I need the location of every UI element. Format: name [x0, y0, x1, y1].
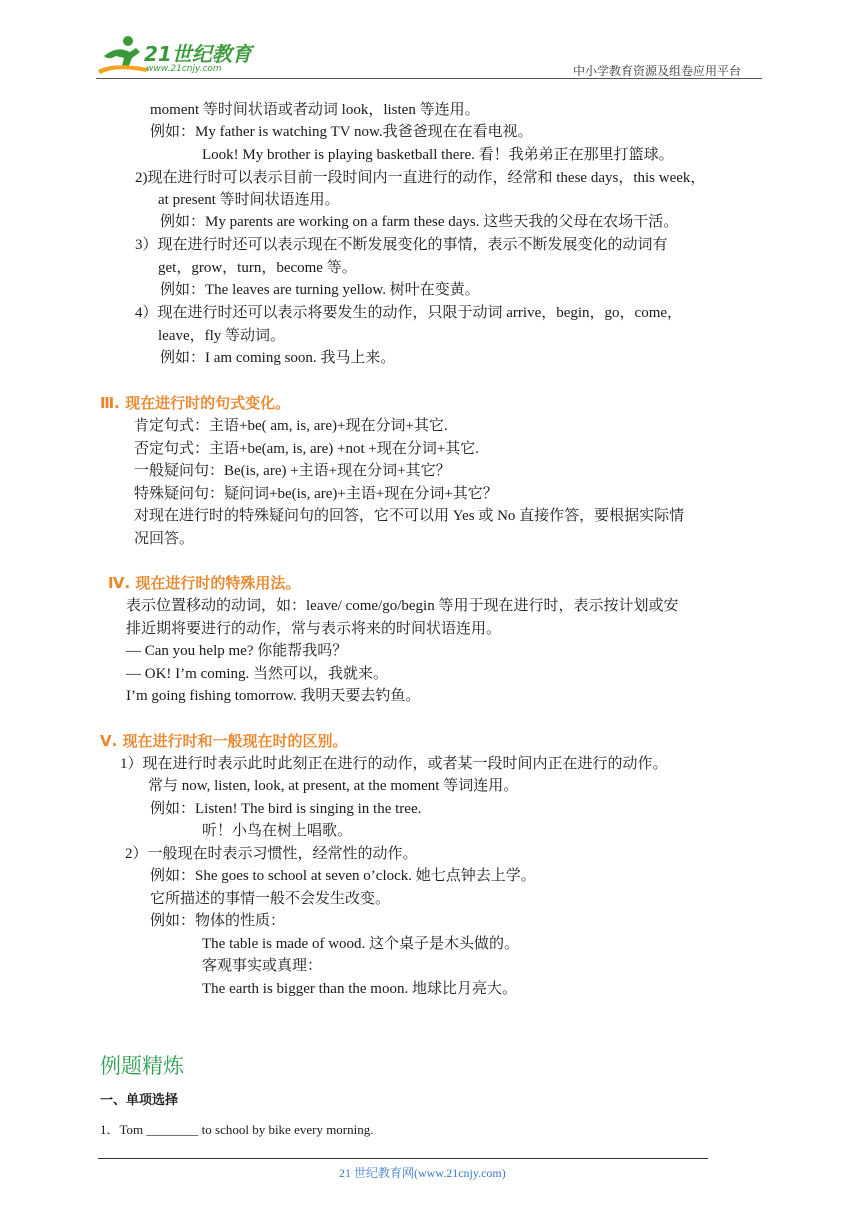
question-1: 1．Tom ________ to school by bike every morning. [100, 1122, 374, 1137]
text-line: 况回答。 [134, 531, 195, 547]
text-line: at present 等时间状语连用。 [158, 192, 340, 208]
text-line: 例如：物体的性质： [150, 913, 286, 929]
text-line: 2）一般现在时表示习惯性，经常性的动作。 [125, 846, 418, 862]
platform-name: 中小学教育资源及组卷应用平台 [573, 64, 742, 78]
text-line: 2)现在进行时可以表示目前一段时间内一直进行的动作，经常和 these days，this week， [135, 170, 706, 186]
practice-subtitle: 一、单项选择 [100, 1093, 179, 1108]
text-line: get，grow，turn，become 等。 [158, 260, 357, 276]
text-line: 否定句式：主语+be(am, is, are) +not +现在分词+其它. [134, 441, 480, 457]
section-heading: Ⅴ. 现在进行时和一般现在时的区别。 [100, 732, 348, 750]
text-line: 对现在进行时的特殊疑问句的回答，它不可以用 Yes 或 No 直接作答，要根据实际情 [134, 508, 685, 524]
text-line: 肯定句式：主语+be( am, is, are)+现在分词+其它. [134, 418, 448, 434]
text-line: 表示位置移动的动词，如：leave/ come/go/begin 等用于现在进行时，表示按计划或安 [126, 598, 679, 614]
text-line: — Can you help me? 你能帮我吗？ [126, 643, 348, 659]
logo-url-text: www.21cnjy.com [146, 64, 222, 74]
text-line: 3）现在进行时还可以表示现在不断发展变化的事情，表示不断发展变化的动词有 [135, 237, 668, 253]
text-line: moment 等时间状语或者动词 look，listen 等连用。 [150, 102, 480, 118]
text-line: 一般疑问句：Be(is, are) +主语+现在分词+其它？ [134, 463, 451, 479]
text-line: leave，fly 等动词。 [158, 328, 286, 344]
text-line: 例如：I am coming soon. 我马上来。 [160, 350, 396, 366]
text-line: 客观事实或真理： [202, 958, 323, 974]
section-heading: Ⅳ. 现在进行时的特殊用法。 [108, 574, 301, 592]
text-line: 例如：My father is watching TV now.我爸爸现在在看电视。 [150, 124, 533, 140]
text-line: — OK! I’m coming. 当然可以，我就来。 [126, 666, 389, 682]
text-line: I’m going fishing tomorrow. 我明天要去钓鱼。 [126, 688, 421, 704]
logo-runner-icon [96, 34, 150, 78]
footer-text: 21 世纪教育网(www.21cnjy.com) [339, 1166, 506, 1180]
section-heading: Ⅲ. 现在进行时的句式变化。 [100, 394, 291, 412]
text-line: 排近期将要进行的动作，常与表示将来的时间状语连用。 [126, 621, 502, 637]
text-line: 特殊疑问句：疑问词+be(is, are)+主语+现在分词+其它？ [134, 486, 498, 502]
footer-rule [98, 1158, 708, 1159]
text-line: 例如：My parents are working on a farm these days. 这些天我的父母在农场干活。 [160, 214, 679, 230]
text-line: 听！小鸟在树上唱歌。 [202, 823, 353, 839]
logo-main-text: 21世纪教育 [144, 42, 252, 66]
text-line: The earth is bigger than the moon. 地球比月亮大。 [202, 981, 517, 997]
text-line: 例如：Listen! The bird is singing in the tree. [150, 801, 422, 817]
text-line: 4）现在进行时还可以表示将要发生的动作，只限于动词 arrive，begin，go，come， [135, 305, 683, 321]
text-line: 例如：She goes to school at seven o’clock. 她七点钟去上学。 [150, 868, 536, 884]
text-line: 它所描述的事情一般不会发生改变。 [150, 891, 391, 907]
text-line: 1）现在进行时表示此时此刻正在进行的动作，或者某一段时间内正在进行的动作。 [120, 756, 668, 772]
text-line: Look! My brother is playing basketball there. 看！我弟弟正在那里打篮球。 [202, 147, 674, 163]
text-line: The table is made of wood. 这个桌子是木头做的。 [202, 936, 520, 952]
practice-title: 例题精炼 [100, 1054, 184, 1078]
text-line: 常与 now, listen, look, at present, at the moment 等词连用。 [148, 778, 519, 794]
text-line: 例如：The leaves are turning yellow. 树叶在变黄。 [160, 282, 480, 298]
header-rule [96, 78, 762, 79]
